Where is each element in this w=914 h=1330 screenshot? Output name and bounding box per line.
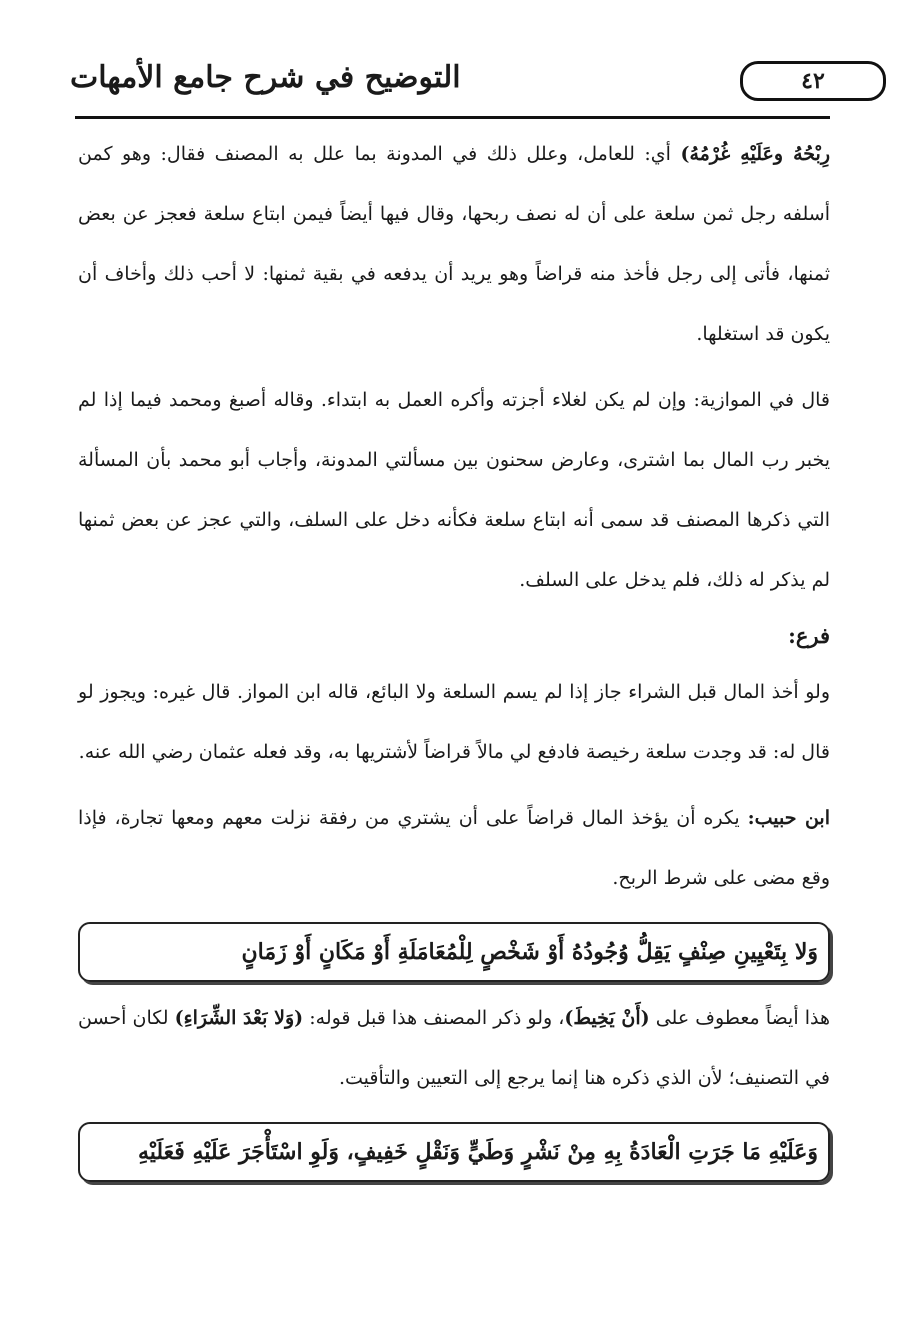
paragraph-5: [78, 988, 830, 1108]
page-number: ٤٢: [740, 61, 886, 101]
page-body: [78, 124, 830, 1188]
paragraph-2-text: قال في الموازية: وإن لم يكن لغلاء أجزته وأكره العمل به ابتداء. وقاله أصبغ ومحمد فيما إذا لم يخبر رب المال بما اشترى، وعارض سحنون بين مسألتي المدونة، وأجاب أبو محمد بأن المسألة التي ذكرها المصنف قد سمى أنه ابتاع سلعة فكأنه دخل على السلف، والتي عجز عن بعض ثمنها لم يذكر له ذلك، فلم يدخل على السلف.: [78, 389, 830, 591]
section-heading: فرع:: [788, 623, 830, 648]
paragraph-2: [78, 370, 830, 610]
matn-box-2: وَعَلَيْهِ مَا جَرَتِ الْعَادَةُ بِهِ مِنْ نَشْرٍ وَطَيٍّ وَنَقْلٍ خَفِيفٍ، وَلَوِ اسْتَأْجَرَ عَلَيْهِ فَعَلَيْهِ: [78, 1122, 830, 1182]
matn-box-1: وَلا بِتَعْيِينِ صِنْفٍ يَقِلُّ وُجُودُهُ أَوْ شَخْصٍ لِلْمُعَامَلَةِ أَوْ مَكَانٍ أَوْ زَمَانٍ: [78, 922, 830, 982]
paragraph-4-lead: ابن حبيب:: [747, 807, 830, 829]
page-header: [70, 55, 830, 115]
header-divider: [75, 116, 830, 119]
paragraph-4-text: يكره أن يؤخذ المال قراضاً على أن يشتري من رفقة نزلت معهم ومعها تجارة، فإذا وقع مضى على شرط الربح.: [78, 807, 830, 889]
book-title: التوضيح في شرح جامع الأمهات: [70, 60, 461, 95]
paragraph-5-text-a: هذا أيضاً معطوف على: [649, 1007, 830, 1029]
paragraph-1: [78, 124, 830, 364]
paragraph-4: [78, 788, 830, 908]
paragraph-5-quote-b: (وَلا بَعْدَ الشِّرَاءِ): [174, 1007, 304, 1029]
paragraph-5-text-b: ، ولو ذكر المصنف هذا قبل قوله:: [303, 1007, 565, 1029]
paragraph-1-lead: رِبْحُهُ وعَلَيْهِ غُرْمُهُ): [680, 143, 831, 165]
paragraph-3-text: ولو أخذ المال قبل الشراء جاز إذا لم يسم السلعة ولا البائع، قاله ابن المواز. قال غيره: ويجوز لو قال له: قد وجدت سلعة رخيصة فادفع لي مالاً قراضاً لأشتريها به، وقد فعله عثمان رضي الله عنه.: [78, 681, 830, 763]
paragraph-3: [78, 662, 830, 782]
paragraph-5-quote-a: (أَنْ يَخِيطَ): [564, 1007, 650, 1029]
paragraph-1-text: أي: للعامل، وعلل ذلك في المدونة بما علل به المصنف فقال: وهو كمن أسلفه رجل ثمن سلعة على أن له نصف ربحها، وقال فيها أيضاً فيمن ابتاع سلعة فعجز عن بعض ثمنها، فأتى إلى رجل فأخذ منه قراضاً وهو يريد أن يدفعه في بقية ثمنها: لا أحب ذلك وأخاف أن يكون قد استغلها.: [78, 143, 830, 345]
paragraph-5-text-c: لكان أحسن في التصنيف؛ لأن الذي ذكره هنا إنما يرجع إلى التعيين والتأقيت.: [78, 1007, 830, 1089]
